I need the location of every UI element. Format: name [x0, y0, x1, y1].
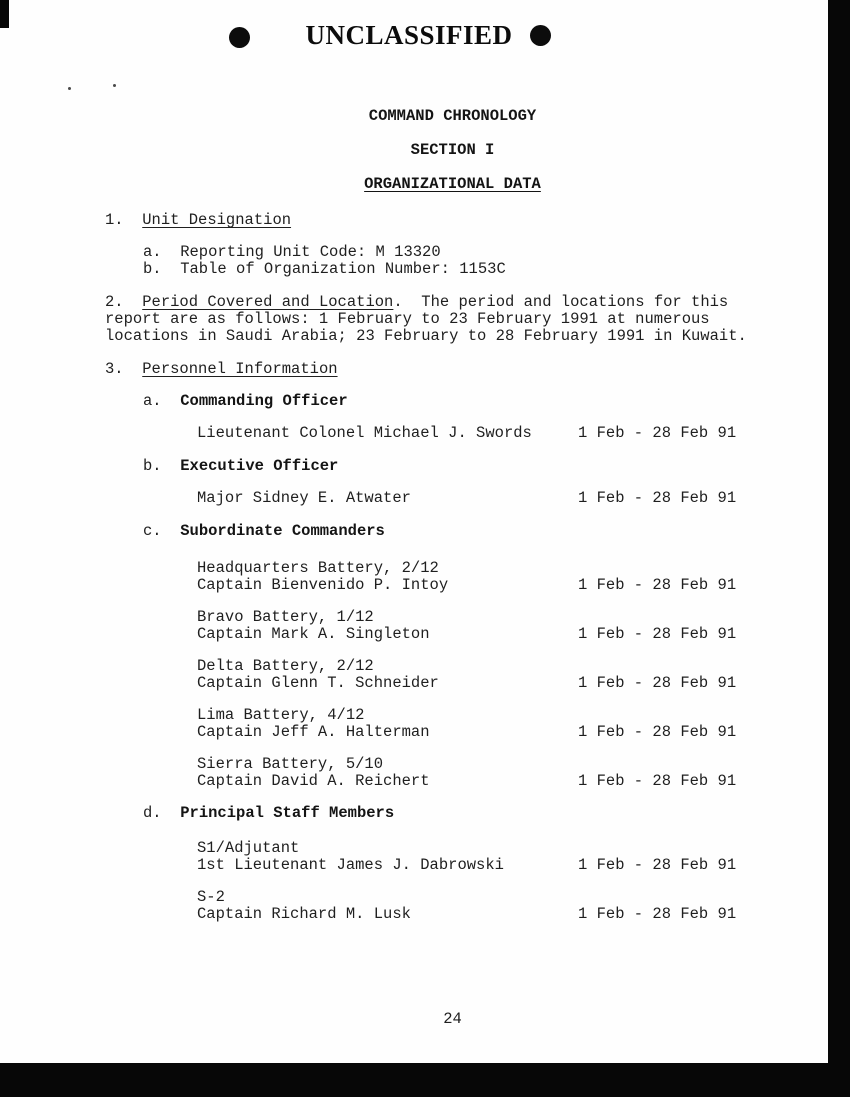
- section-1-number: 1.: [105, 211, 143, 229]
- officer-name: Captain Mark A. Singleton: [197, 625, 430, 643]
- classification-dot-right-icon: [530, 25, 551, 46]
- officer-dates: 1 Feb - 28 Feb 91: [578, 489, 737, 507]
- staff-entry: [105, 889, 800, 923]
- commander-entry: [105, 707, 800, 741]
- officer-name: Captain Jeff A. Halterman: [197, 723, 430, 741]
- subsection-b-heading: [105, 458, 800, 475]
- document-title: COMMAND CHRONOLOGY: [368, 107, 537, 125]
- subsection-a-letter: a.: [143, 392, 181, 410]
- section-2-body: . The period and locations for this report are as follows: 1 February to 23 February 1991 at numerous locations in Saudi Arabia; 23 February to 28 February 1991 in Kuwait.: [105, 293, 747, 345]
- subsection-c-title: Subordinate Commanders: [180, 522, 385, 540]
- page-number: 24: [443, 1010, 462, 1028]
- officer-row: [105, 490, 800, 507]
- section-1-heading: [105, 212, 800, 229]
- commander-entry: [105, 560, 800, 594]
- officer-name: Captain Richard M. Lusk: [197, 905, 411, 923]
- subsection-d-title: Principal Staff Members: [180, 804, 395, 822]
- officer-row: [197, 724, 800, 741]
- scan-speck: [113, 84, 116, 87]
- commander-entry: [105, 609, 800, 643]
- subsection-c-heading: [105, 523, 800, 540]
- classification-dot-left-icon: [229, 27, 250, 48]
- subsection-a-title: Commanding Officer: [180, 392, 348, 410]
- officer-dates: 1 Feb - 28 Feb 91: [578, 674, 737, 692]
- section-3-heading: [105, 361, 800, 378]
- subsection-b-title: Executive Officer: [180, 457, 339, 475]
- officer-name: Captain Glenn T. Schneider: [197, 674, 439, 692]
- section-2-number: 2.: [105, 293, 143, 311]
- staff-billet: S1/Adjutant: [197, 839, 300, 857]
- officer-dates: 1 Feb - 28 Feb 91: [578, 625, 737, 643]
- commander-entry: [105, 756, 800, 790]
- unit-name: Sierra Battery, 5/10: [197, 755, 384, 773]
- unit-name: Lima Battery, 4/12: [197, 706, 365, 724]
- officer-row: [197, 773, 800, 790]
- officer-row: [197, 906, 800, 923]
- classification-text: UNCLASSIFIED: [305, 20, 513, 50]
- officer-dates: 1 Feb - 28 Feb 91: [578, 772, 737, 790]
- unit-name: Headquarters Battery, 2/12: [197, 559, 439, 577]
- officer-dates: 1 Feb - 28 Feb 91: [578, 856, 737, 874]
- subsection-c-letter: c.: [143, 522, 181, 540]
- officer-name: 1st Lieutenant James J. Dabrowski: [197, 856, 504, 874]
- unit-name: Delta Battery, 2/12: [197, 657, 374, 675]
- section-1-item-a: a. Reporting Unit Code: M 13320: [143, 243, 441, 261]
- document-body: [105, 108, 800, 938]
- officer-name: Captain Bienvenido P. Intoy: [197, 576, 449, 594]
- officer-name: Lieutenant Colonel Michael J. Swords: [197, 424, 532, 442]
- scan-artifact-bottom-bar: [0, 1063, 850, 1097]
- staff-billet: S-2: [197, 888, 225, 906]
- subsection-a-heading: [105, 393, 800, 410]
- scan-speck: [68, 87, 71, 90]
- section-3-number: 3.: [105, 360, 143, 378]
- subsection-d-heading: [105, 805, 800, 822]
- officer-row: [105, 425, 800, 442]
- officer-dates: 1 Feb - 28 Feb 91: [578, 424, 737, 442]
- officer-row: [197, 857, 800, 874]
- section-2-title: Period Covered and Location: [142, 293, 394, 311]
- section-heading: SECTION I: [410, 141, 495, 159]
- unit-name: Bravo Battery, 1/12: [197, 608, 374, 626]
- section-3-title: Personnel Information: [142, 360, 338, 378]
- officer-name: Captain David A. Reichert: [197, 772, 430, 790]
- org-data-heading: [105, 176, 800, 193]
- officer-dates: 1 Feb - 28 Feb 91: [578, 723, 737, 741]
- officer-dates: 1 Feb - 28 Feb 91: [578, 905, 737, 923]
- staff-entry: [105, 840, 800, 874]
- officer-name: Major Sidney E. Atwater: [197, 489, 411, 507]
- officer-dates: 1 Feb - 28 Feb 91: [578, 576, 737, 594]
- officer-row: [197, 675, 800, 692]
- subsection-d-letter: d.: [143, 804, 181, 822]
- officer-row: [197, 626, 800, 643]
- section-1-title: Unit Designation: [142, 211, 292, 229]
- classification-header: [0, 20, 804, 51]
- officer-row: [197, 577, 800, 594]
- subsection-b-letter: b.: [143, 457, 181, 475]
- scan-artifact-right-bar: [828, 0, 850, 1097]
- org-data-heading-text: ORGANIZATIONAL DATA: [364, 175, 541, 193]
- section-1-item-b: b. Table of Organization Number: 1153C: [143, 260, 506, 278]
- section-2-paragraph: [105, 294, 769, 345]
- commander-entry: [105, 658, 800, 692]
